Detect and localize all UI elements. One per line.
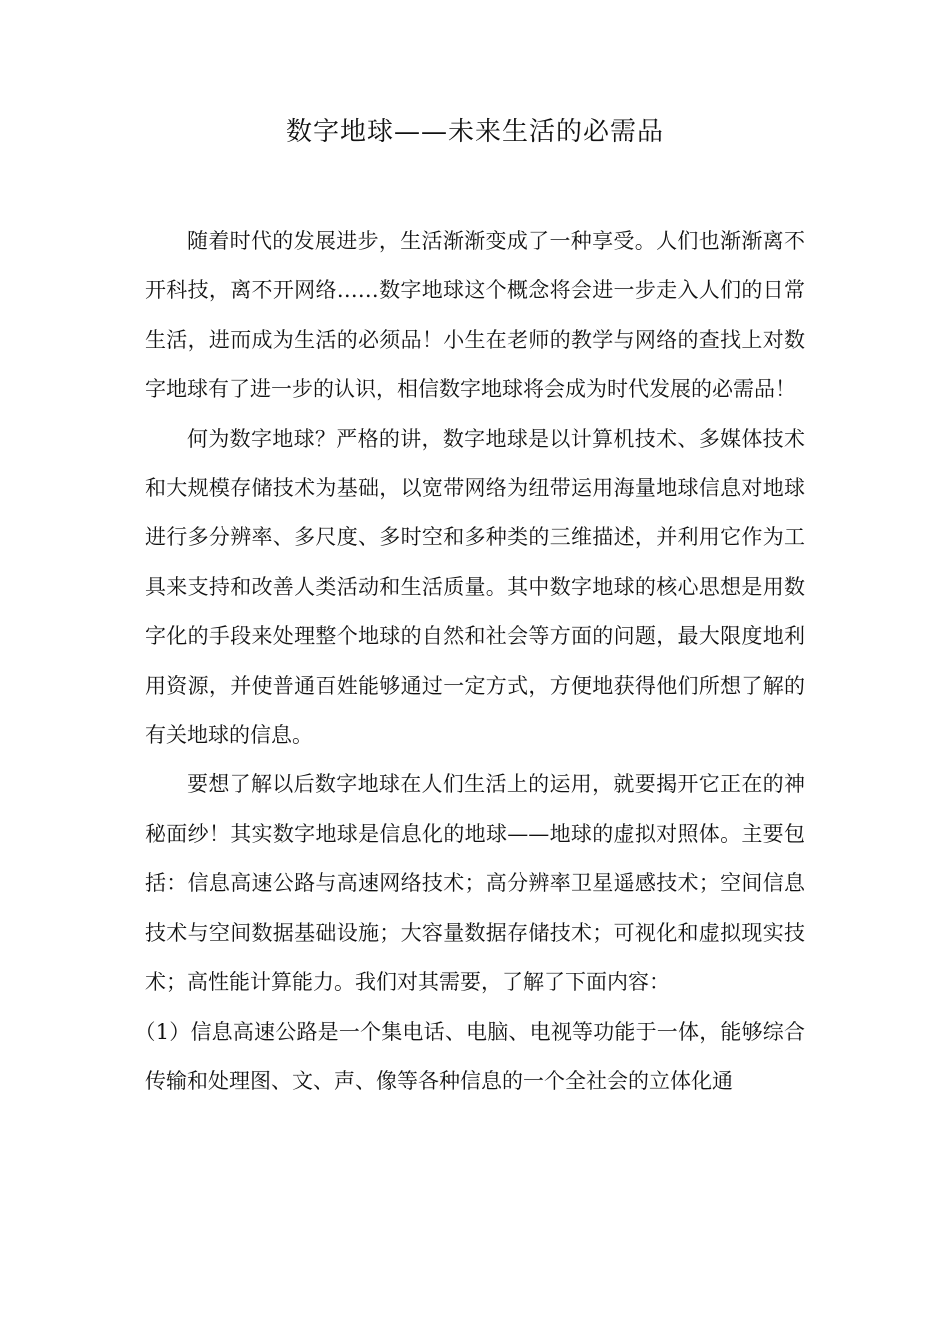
paragraph-definition: 何为数字地球？严格的讲，数字地球是以计算机技术、多媒体技术和大规模存储技术为基础，以宽带网络为纽带运用海量地球信息对地球进行多分辨率、多尺度、多时空和多种类的三维描述，并利用它作为工具来支持和改善人类活动和生活质量。其中数字地球的核心思想是用数字化的手段来处理整个地球的自然和社会等方面的问题，最大限度地利用资源，并使普通百姓能够通过一定方式，方便地获得他们所想了解的有关地球的信息。	[145, 426, 805, 748]
document-title: 数字地球——未来生活的必需品	[285, 117, 664, 147]
document-body	[134, 217, 805, 1106]
paragraph-item-1: （1）信息高速公路是一个集电话、电脑、电视等功能于一体，能够综合传输和处理图、文、声、像等各种信息的一个全社会的立体化通	[134, 1019, 805, 1093]
paragraph-technologies: 要想了解以后数字地球在人们生活上的运用，就要揭开它正在的神秘面纱！其实数字地球是信息化的地球——地球的虚拟对照体。主要包括：信息高速公路与高速网络技术；高分辨率卫星遥感技术；空间信息技术与空间数据基础设施；大容量数据存储技术；可视化和虚拟现实技术；高性能计算能力。我们对其需要，了解了下面内容：	[145, 772, 805, 995]
paragraph-intro: 随着时代的发展进步，生活渐渐变成了一种享受。人们也渐渐离不开科技，离不开网络……数字地球这个概念将会进一步走入人们的日常生活，进而成为生活的必须品！小生在老师的教学与网络的查找上对数字地球有了进一步的认识，相信数字地球将会成为时代发展的必需品！	[145, 229, 805, 402]
